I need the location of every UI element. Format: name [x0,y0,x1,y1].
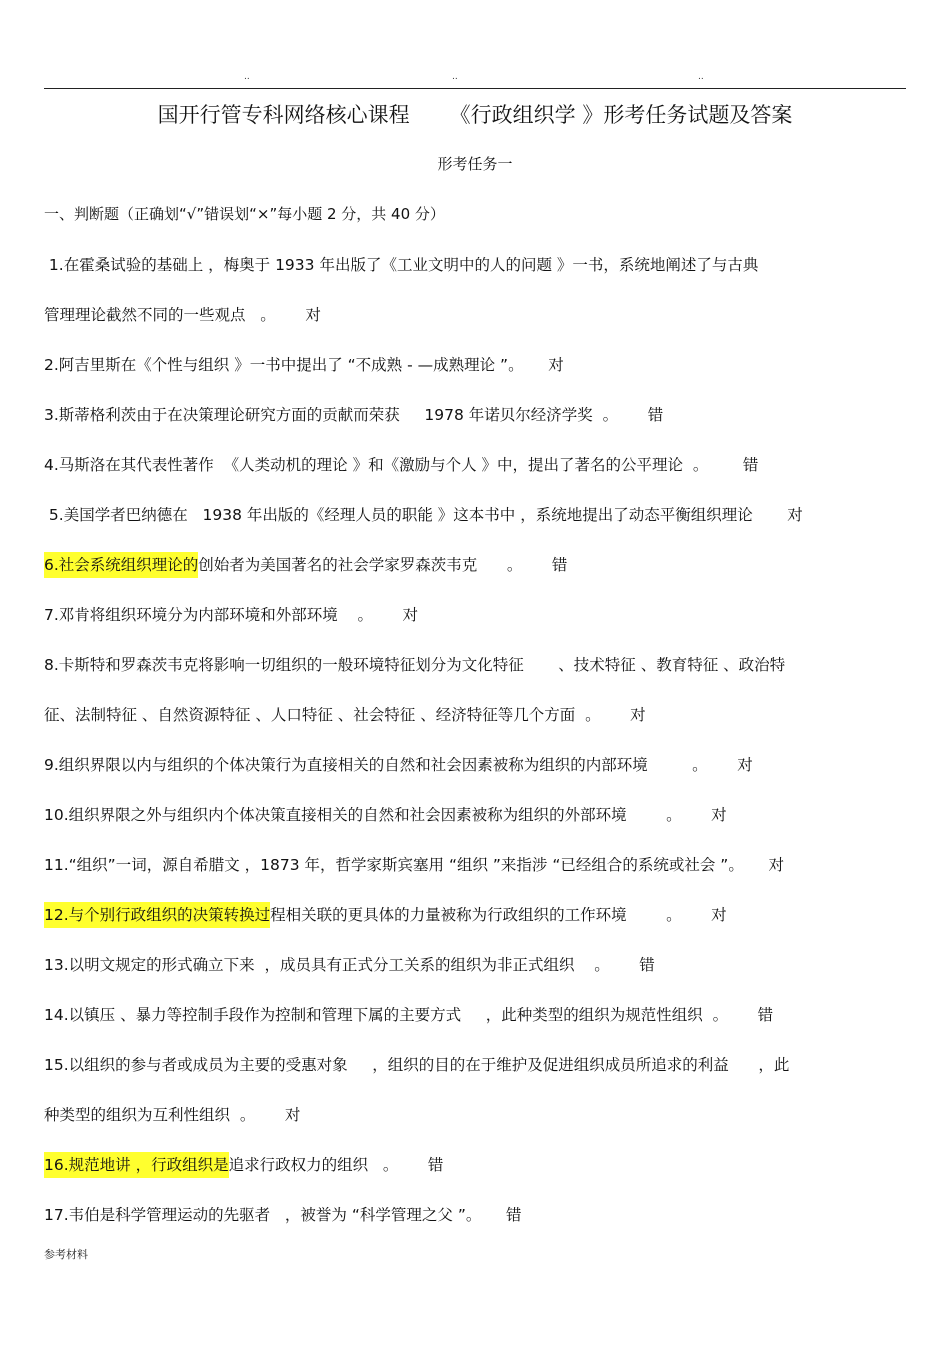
question-line [44,853,784,877]
question-line [44,903,727,927]
question-line [44,503,803,527]
question-line [44,803,727,827]
document-title: 国开行管专科网络核心课程 《行政组织学 》形考任务试题及答案 [157,103,793,127]
question-text: 征、法制特征 、自然资源特征 、人口特征 、社会特征 、经济特征等几个方面 。 对 [44,706,646,724]
document-subtitle: 形考任务一 [437,155,513,173]
question-line [44,1003,773,1027]
question-line [44,553,567,577]
question-line [44,753,753,777]
header-dot-right: .. [698,72,704,82]
question-text: 3.斯蒂格利茨由于在决策理论研究方面的贡献而荣获 1978 年诺贝尔经济学奖 。 错 [44,406,664,424]
question-text: 15.以组织的参与者或成员为主要的受惠对象 ，组织的目的在于维护及促进组织成员所追求的利益 ，此 [44,1056,790,1074]
question-text: 9.组织界限以内与组织的个体决策行为直接相关的自然和社会因素被称为组织的内部环境 。 对 [44,756,753,774]
question-text: 13.以明文规定的形式确立下来 ，成员具有正式分工关系的组织为非正式组织 。 错 [44,956,655,974]
question-text: 种类型的组织为互利性组织 。 对 [44,1106,301,1124]
question-line [44,253,758,277]
question-text: 14.以镇压 、暴力等控制手段作为控制和管理下属的主要方式 ，此种类型的组织为规范性组织 。 错 [44,1006,774,1024]
question-line [44,1203,521,1227]
question-line [44,1053,789,1077]
footer-note: 参考材料 [44,1248,88,1261]
question-line [44,403,663,427]
question-text: 1.在霍桑试验的基础上 ，梅奥于 1933 年出版了《工业文明中的人的问题 》一书，系统地阐述了与古典 [44,256,759,274]
question-text: 5.美国学者巴纳德在 1938 年出版的《经理人员的职能 》这本书中 ，系统地提出了动态平衡组织理论 对 [44,506,803,524]
header-dot-center: .. [452,72,458,82]
question-text: 11.“组织”一词，源自希腊文 ，1873 年，哲学家斯宾塞用 “组织 ”来指涉 “已经组合的系统或社会 ”。 对 [44,856,784,874]
question-text: 创始者为美国著名的社会学家罗森茨韦克 。 错 [198,556,568,574]
question-text: 8.卡斯特和罗森茨韦克将影响一切组织的一般环境特征划分为文化特征 、技术特征 、教育特征 、政治特 [44,656,786,674]
question-text: 程相关联的更具体的力量被称为行政组织的工作环境 。 对 [270,906,727,924]
question-line [44,1103,300,1127]
question-line [44,303,321,327]
question-line [44,353,564,377]
question-line [44,603,418,627]
question-line [44,653,785,677]
question-text: 追求行政权力的组织 。 错 [228,1156,444,1174]
section-heading: 一、判断题（正确划“√”错误划“×”每小题 2 分，共 40 分） [44,205,445,223]
highlighted-text: 16.规范地讲 ，行政组织是 [44,1152,229,1178]
highlighted-text: 12.与个别行政组织的决策转换过 [44,902,270,928]
question-line [44,703,646,727]
question-line [44,1153,443,1177]
header-dot-left: .. [244,72,250,82]
highlighted-text: 6.社会系统组织理论的 [44,552,198,578]
header-rule [44,88,906,89]
question-line [44,953,655,977]
question-text: 4.马斯洛在其代表性著作 《人类动机的理论 》和《激励与个人 》中，提出了著名的公平理论 。 错 [44,456,759,474]
question-text: 17.韦伯是科学管理运动的先驱者 ，被誉为 “科学管理之父 ”。 错 [44,1206,522,1224]
question-text: 7.邓肯将组织环境分为内部环境和外部环境 。 对 [44,606,419,624]
question-line [44,453,758,477]
question-text: 管理理论截然不同的一些观点 。 对 [44,306,321,324]
question-text: 10.组织界限之外与组织内个体决策直接相关的自然和社会因素被称为组织的外部环境 。 对 [44,806,727,824]
question-text: 2.阿吉里斯在《个性与组织 》一书中提出了 “不成熟 - —成熟理论 ”。 对 [44,356,564,374]
